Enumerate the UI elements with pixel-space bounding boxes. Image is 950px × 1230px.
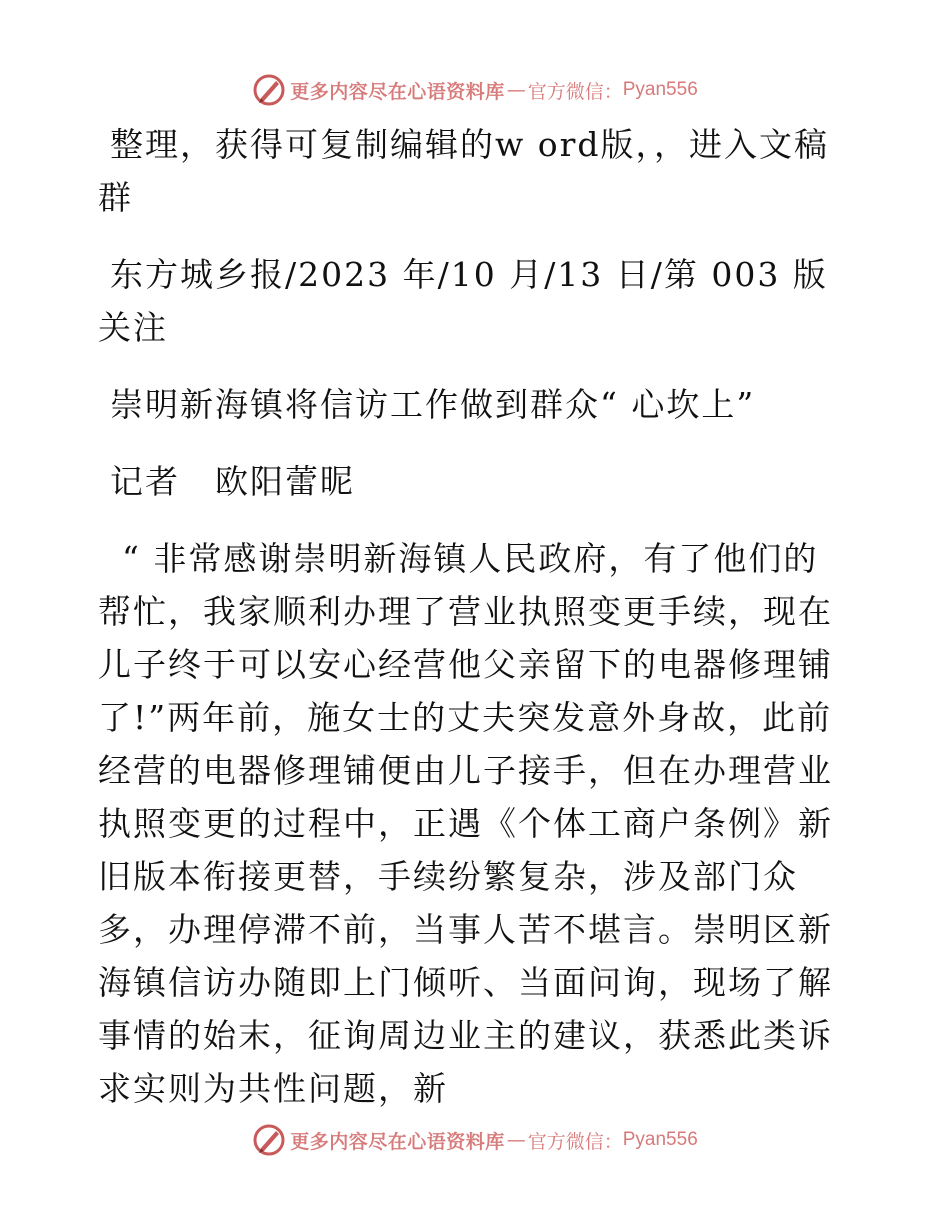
- pen-logo-icon: [252, 73, 286, 107]
- watermark-text: 更多内容尽在心语资料库: [290, 1130, 505, 1153]
- watermark-wechat-label: 官方微信：: [527, 80, 623, 103]
- watermark-banner-top: [0, 70, 950, 110]
- watermark-dash: —: [506, 79, 526, 101]
- watermark-wechat-id: Pyan556: [622, 79, 698, 100]
- watermark-dash: —: [506, 1129, 526, 1151]
- article-body: “ 非常感谢崇明新海镇人民政府，有了他们的帮忙，我家顺利办理了营业执照变更手续，现在儿子终于可以安心经营他父亲留下的电器修理铺了!”两年前，施女士的丈夫突发意外身故，此前经营的电器修理铺便由儿子接手，但在办理营业执照变更的过程中，正遇《个体工商户条例》新旧版本衔接更替，手续纷繁复杂，涉及部门众多，办理停滞不前，当事人苦不堪言。崇明区新海镇信访办随即上门倾听、当面问询，现场了解事情的始末，征询周边业主的建议，获悉此类诉求实则为共性问题，新: [98, 539, 833, 1108]
- watermark-wechat-id: Pyan556: [622, 1129, 698, 1150]
- watermark-text: 更多内容尽在心语资料库: [290, 80, 505, 103]
- watermark-wechat-label: 官方微信：: [527, 1130, 623, 1153]
- article-byline: 记者 欧阳蕾昵: [110, 462, 355, 501]
- watermark-banner-bottom: [0, 1120, 950, 1160]
- intro-line: 整理，获得可复制编辑的w ord版，，进入文稿群: [98, 125, 830, 217]
- document-content: [98, 118, 853, 1115]
- pen-logo-icon: [252, 1123, 286, 1157]
- article-headline: 崇明新海镇将信访工作做到群众“ 心坎上”: [110, 385, 756, 424]
- source-line: 东方城乡报/2023 年/10 月/13 日/第 003 版关注: [98, 255, 828, 347]
